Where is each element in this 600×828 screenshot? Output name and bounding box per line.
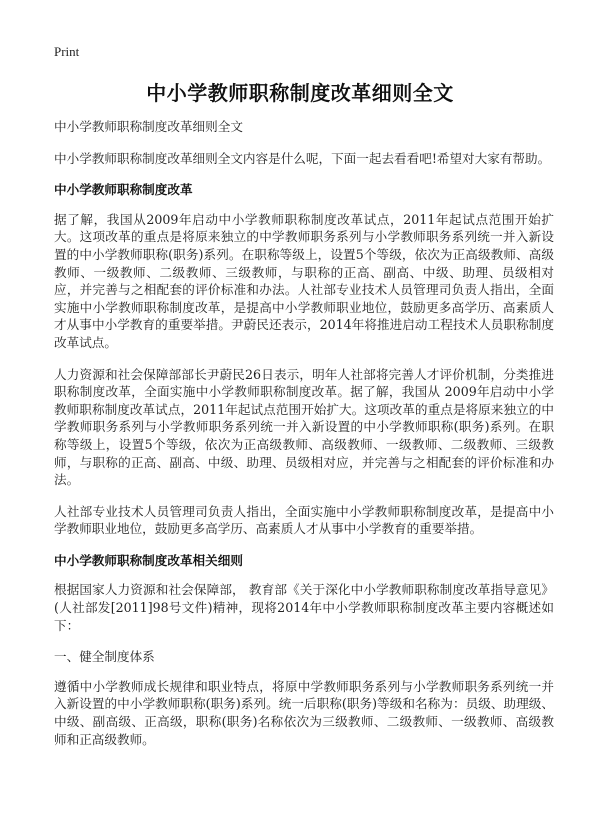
intro-paragraph: 中小学教师职称制度改革细则全文内容是什么呢，下面一起去看看吧!希望对大家有帮助。 [54,150,551,166]
item-heading-system: 一、健全制度体系 [54,649,155,665]
article-body [54,118,554,762]
details-intro-paragraph: 根据国家人力资源和社会保障部， 教育部《关于深化中小学教师职称制度改革指导意见》(人社部发[2011]98号文件)精神，现将2014年中小学教师职称制度改革主要内容概述如下： [54,582,554,633]
section-paragraph: 据了解，我国从2009年启动中小学教师职称制度改革试点，2011年起试点范围开始扩大。这项改革的重点是将原来独立的中学教师职务系列与小学教师职务系列统一并入新设置的中小学教师职称(职务)系列。在职称等级上，设置5个等级，依次为正高级教师、高级教师、一级教师、二级教师、三级教师，与职称的正高、副高、中级、助理、员级相对应，并完善与之相配套的评价标准和办法。人社部专业技术人员管理司负责人指出，全面实施中小学教师职称制度改革，是提高中小学教师职业地位，鼓励更多高学历、高素质人才从事中小学教育的重要举措。尹蔚民还表示，2014年将推进启动工程技术人员职称制度改革试点。 [54,211,554,350]
print-link[interactable]: Print [54,44,80,59]
section-paragraph: 人社部专业技术人员管理司负责人指出，全面实施中小学教师职称制度改革，是提高中小学教师职业地位，鼓励更多高学历、高素质人才从事中小学教育的重要举措。 [54,503,554,537]
section-heading-reform: 中小学教师职称制度改革 [54,182,193,198]
section-heading-details: 中小学教师职称制度改革相关细则 [54,552,243,568]
section-paragraph: 人力资源和社会保障部部长尹蔚民26日表示，明年人社部将完善人才评价机制，分类推进职称制度改革，全面实施中小学教师职称制度改革。据了解，我国从 2009年启动中小学教师职称制度改革试点，2011年起试点范围开始扩大。这项改革的重点是将原来独立的中学教师职务系列与小学教师职务系列统一并入新设置的中小学教师职称(职务)系列。在职称等级上，设置5个等级，依次为正高级教师、高级教师、一级教师、二级教师、三级教师，与职称的正高、副高、中级、助理、员级相对应，并完善与之相配套的评价标准和办法。 [54,366,554,488]
page-title: 中小学教师职称制度改革细则全文 [146,81,454,105]
article-subtitle: 中小学教师职称制度改革细则全文 [54,119,243,134]
item-paragraph: 遵循中小学教师成长规律和职业特点，将原中学教师职务系列与小学教师职务系列统一并入新设置的中小学教师职称(职务)系列。统一后职称(职务)等级和名称为：员级、助理级、中级、副高级、正高级，职称(职务)名称依次为三级教师、二级教师、一级教师、高级教师和正高级教师。 [54,678,554,747]
